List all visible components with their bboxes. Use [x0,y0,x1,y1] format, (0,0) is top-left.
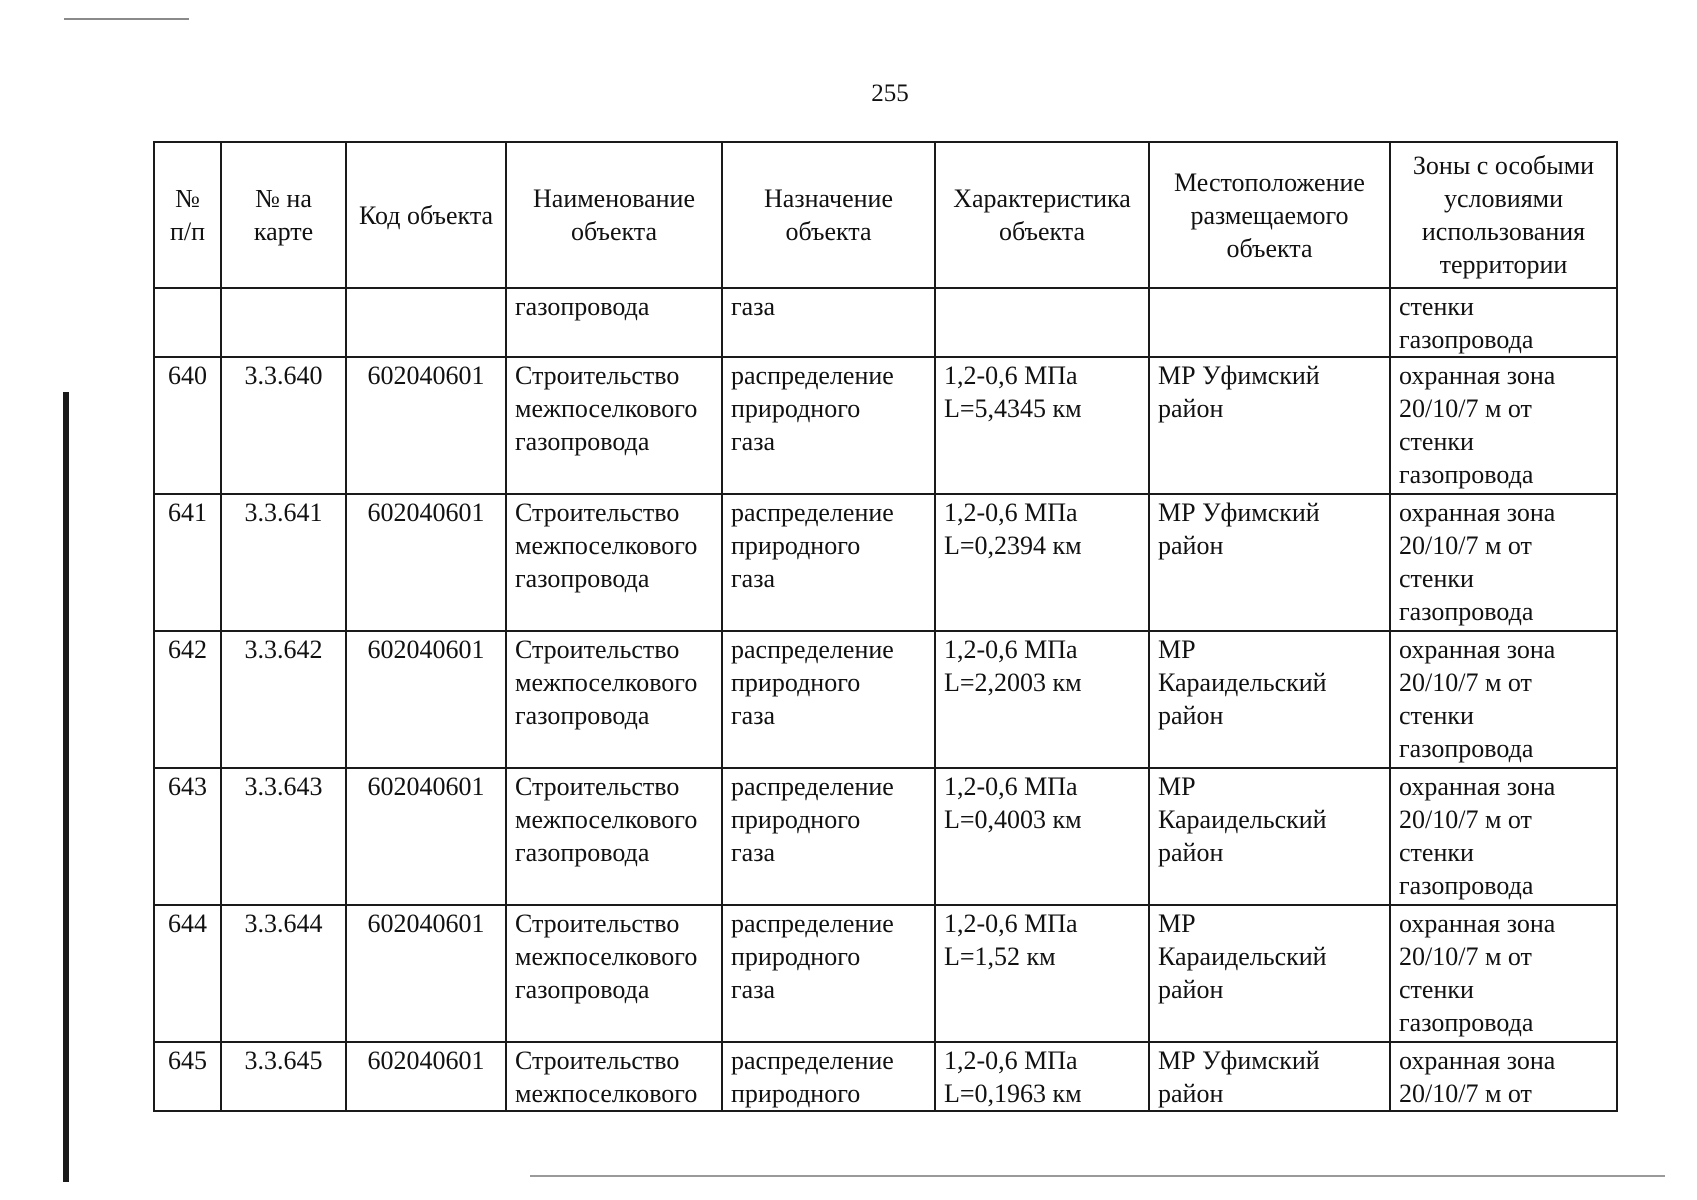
cell-object-purpose: распределение природного газа [722,768,935,905]
table-row [154,1042,1617,1111]
cell-object-name: Строительство межпоселкового газопровода [506,357,722,494]
cell-object-name: Строительство межпоселкового газопровода [506,494,722,631]
cell-object-code: 602040601 [346,1042,506,1111]
cell-object-location: МР Уфимский район [1149,357,1390,494]
table-row-continuation [154,288,1617,357]
cell-object-name: Строительство межпоселкового [506,1042,722,1111]
cell-row-number: 641 [154,494,221,631]
cell-object-code: 602040601 [346,631,506,768]
cell-object-location: МР Караидельский район [1149,905,1390,1042]
cell-object-code [346,288,506,357]
table-row [154,494,1617,631]
cell-object-purpose: распределение природного газа [722,905,935,1042]
cell-object-location [1149,288,1390,357]
header-object-purpose: Назначение объекта [722,142,935,288]
cell-object-purpose: газа [722,288,935,357]
header-object-name: Наименование объекта [506,142,722,288]
cell-object-location: МР Уфимский район [1149,494,1390,631]
cell-row-number: 644 [154,905,221,1042]
cell-special-zones: охранная зона 20/10/7 м от стенки газопровода [1390,905,1617,1042]
cell-object-characteristic: 1,2-0,6 МПа L=0,4003 км [935,768,1149,905]
cell-row-number: 645 [154,1042,221,1111]
cell-object-characteristic [935,288,1149,357]
cell-object-location: МР Караидельский район [1149,631,1390,768]
cell-object-code: 602040601 [346,357,506,494]
scan-edge-line-top [64,18,189,20]
scan-edge-line-bottom [530,1175,1665,1177]
cell-object-characteristic: 1,2-0,6 МПа L=5,4345 км [935,357,1149,494]
cell-object-code: 602040601 [346,494,506,631]
cell-row-number [154,288,221,357]
cell-object-purpose: распределение природного газа [722,631,935,768]
cell-object-code: 602040601 [346,905,506,1042]
cell-object-location: МР Караидельский район [1149,768,1390,905]
cell-object-characteristic: 1,2-0,6 МПа L=1,52 км [935,905,1149,1042]
cell-map-number: 3.3.645 [221,1042,346,1111]
cell-object-code: 602040601 [346,768,506,905]
header-object-location: Местоположение размещаемого объекта [1149,142,1390,288]
cell-special-zones: охранная зона 20/10/7 м от стенки газопровода [1390,631,1617,768]
cell-object-characteristic: 1,2-0,6 МПа L=0,1963 км [935,1042,1149,1111]
cell-object-purpose: распределение природного газа [722,494,935,631]
scan-edge-line-left [63,392,69,1182]
cell-special-zones: стенки газопровода [1390,288,1617,357]
cell-special-zones: охранная зона 20/10/7 м от [1390,1042,1617,1111]
cell-row-number: 642 [154,631,221,768]
cell-row-number: 640 [154,357,221,494]
cell-row-number: 643 [154,768,221,905]
cell-special-zones: охранная зона 20/10/7 м от стенки газопровода [1390,768,1617,905]
cell-object-name: газопровода [506,288,722,357]
cell-map-number [221,288,346,357]
cell-special-zones: охранная зона 20/10/7 м от стенки газопровода [1390,494,1617,631]
header-object-code: Код объекта [346,142,506,288]
cell-map-number: 3.3.644 [221,905,346,1042]
header-special-zones: Зоны с особыми условиями использования территории [1390,142,1617,288]
cell-map-number: 3.3.640 [221,357,346,494]
header-map-number: № на карте [221,142,346,288]
table-row [154,631,1617,768]
table-row [154,768,1617,905]
header-object-characteristic: Характеристика объекта [935,142,1149,288]
header-row-number: № п/п [154,142,221,288]
cell-object-characteristic: 1,2-0,6 МПа L=2,2003 км [935,631,1149,768]
table-row [154,905,1617,1042]
cell-map-number: 3.3.643 [221,768,346,905]
cell-object-characteristic: 1,2-0,6 МПа L=0,2394 км [935,494,1149,631]
objects-table [153,141,1618,1112]
page-number: 255 [871,80,909,107]
cell-object-purpose: распределение природного [722,1042,935,1111]
cell-map-number: 3.3.642 [221,631,346,768]
cell-map-number: 3.3.641 [221,494,346,631]
cell-object-name: Строительство межпоселкового газопровода [506,631,722,768]
table-row [154,357,1617,494]
cell-special-zones: охранная зона 20/10/7 м от стенки газопровода [1390,357,1617,494]
cell-object-purpose: распределение природного газа [722,357,935,494]
cell-object-location: МР Уфимский район [1149,1042,1390,1111]
table-header-row [154,142,1617,288]
cell-object-name: Строительство межпоселкового газопровода [506,905,722,1042]
cell-object-name: Строительство межпоселкового газопровода [506,768,722,905]
